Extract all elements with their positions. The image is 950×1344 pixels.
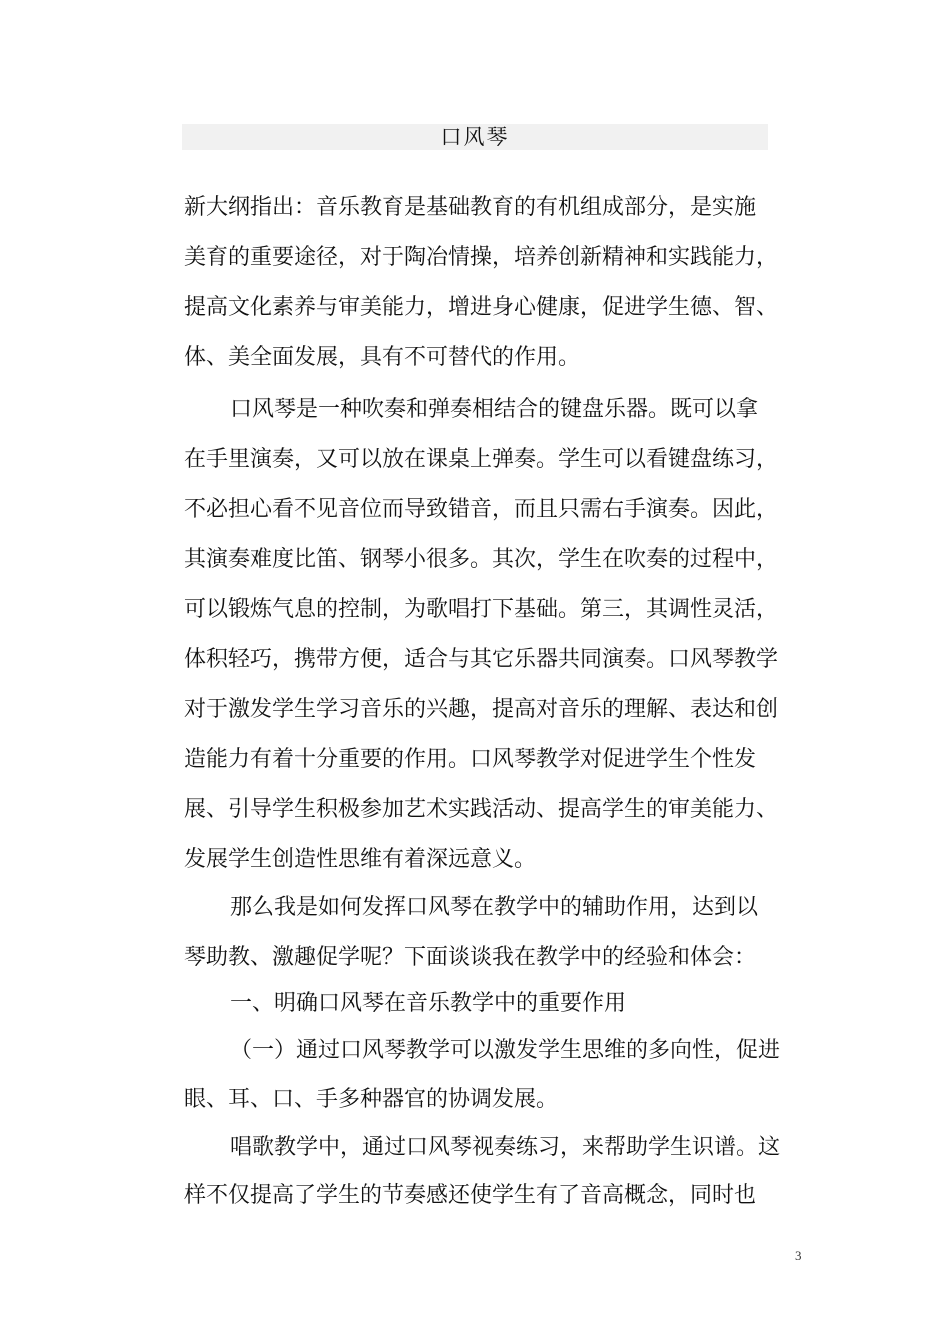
body-line: 美育的重要途径，对于陶冶情操，培养创新精神和实践能力， xyxy=(184,245,779,270)
body-line: 可以锻炼气息的控制，为歌唱打下基础。第三，其调性灵活， xyxy=(184,597,779,622)
body-line: 口风琴是一种吹奏和弹奏相结合的键盘乐器。既可以拿 xyxy=(230,397,759,422)
body-line: 体积轻巧，携带方便，适合与其它乐器共同演奏。口风琴教学 xyxy=(184,647,779,672)
body-line: 眼、耳、口、手多种器官的协调发展。 xyxy=(184,1087,559,1112)
body-line: 发展学生创造性思维有着深远意义。 xyxy=(184,847,537,872)
section-heading: 一、明确口风琴在音乐教学中的重要作用 xyxy=(230,991,627,1016)
page-number: 3 xyxy=(795,1248,802,1263)
body-line: 提高文化素养与审美能力，增进身心健康，促进学生德、智、 xyxy=(184,295,779,320)
document-title: 口风琴 xyxy=(440,125,510,149)
body-line: 展、引导学生积极参加艺术实践活动、提高学生的审美能力、 xyxy=(184,797,779,822)
body-line: 唱歌教学中，通过口风琴视奏练习，来帮助学生识谱。这 xyxy=(230,1135,781,1160)
body-line: 对于激发学生学习音乐的兴趣，提高对音乐的理解、表达和创 xyxy=(184,697,779,722)
body-line: 造能力有着十分重要的作用。口风琴教学对促进学生个性发 xyxy=(184,747,757,772)
body-line: 其演奏难度比笛、钢琴小很多。其次，学生在吹奏的过程中， xyxy=(184,547,779,572)
body-line: 琴助教、激趣促学呢？下面谈谈我在教学中的经验和体会： xyxy=(184,945,757,970)
body-line: 不必担心看不见音位而导致错音，而且只需右手演奏。因此， xyxy=(184,497,779,522)
body-line: 体、美全面发展，具有不可替代的作用。 xyxy=(184,345,581,370)
subsection-heading: （一）通过口风琴教学可以激发学生思维的多向性，促进 xyxy=(230,1038,781,1063)
body-line: 那么我是如何发挥口风琴在教学中的辅助作用，达到以 xyxy=(230,895,759,920)
body-line: 在手里演奏，又可以放在课桌上弹奏。学生可以看键盘练习， xyxy=(184,447,779,472)
body-line: 样不仅提高了学生的节奏感还使学生有了音高概念，同时也 xyxy=(184,1183,757,1208)
body-line: 新大纲指出：音乐教育是基础教育的有机组成部分，是实施 xyxy=(184,195,757,220)
